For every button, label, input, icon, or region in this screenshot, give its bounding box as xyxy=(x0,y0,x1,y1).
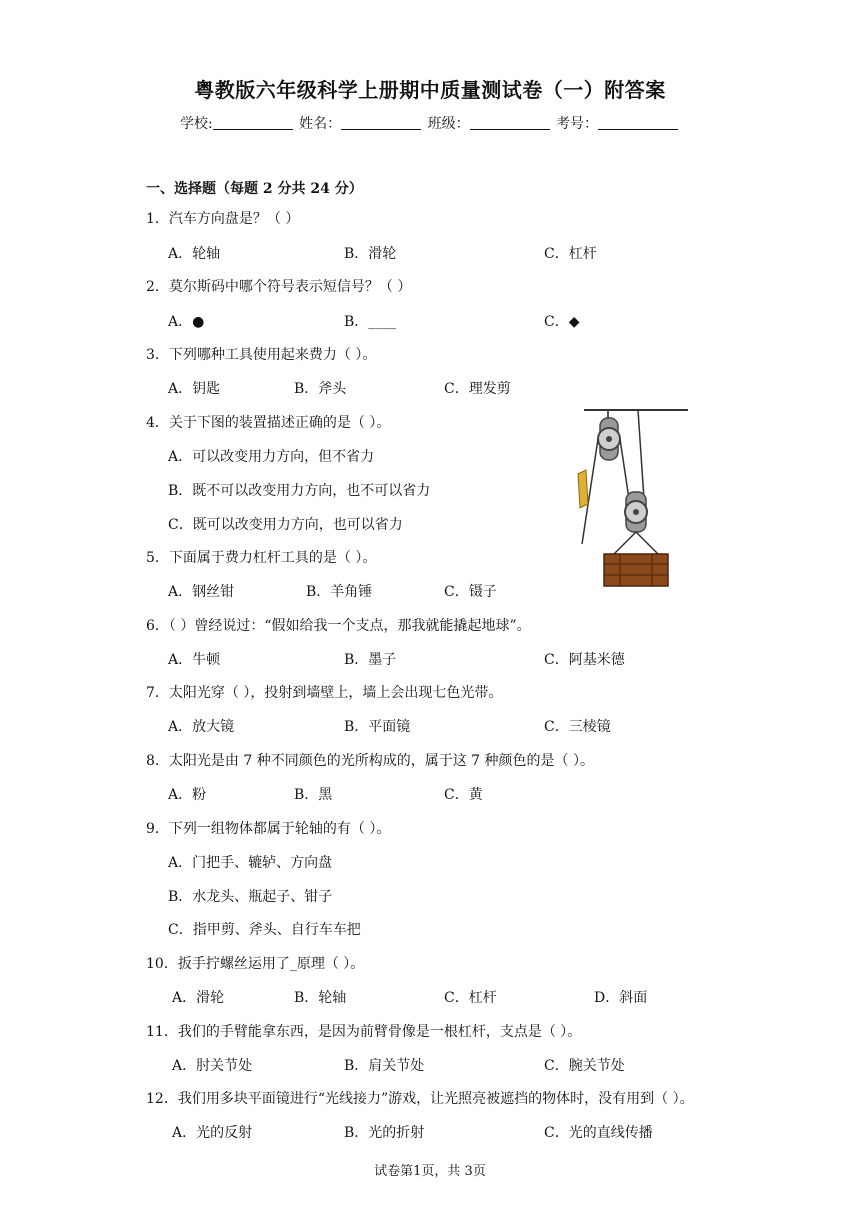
q6-option-a: A．牛顿 xyxy=(168,652,221,668)
question-10: 10．扳手拧螺丝运用了_原理（ ）。 xyxy=(146,956,365,972)
pulley-system-figure xyxy=(574,404,690,590)
school-label: 学校: xyxy=(179,116,213,132)
q10-option-d: D．斜面 xyxy=(594,990,648,1006)
question-7: 7．太阳光穿（ ），投射到墙壁上，墙上会出现七色光带。 xyxy=(146,685,503,701)
student-info-line xyxy=(0,113,860,133)
q7-option-c: C．三棱镜 xyxy=(544,719,611,735)
page-footer: 试卷第1页，共 3页 xyxy=(374,1164,486,1179)
q9-option-b: B．水龙头、瓶起子、钳子 xyxy=(168,889,333,905)
q2-option-a: A．● xyxy=(168,314,205,330)
q12-option-b: B．光的折射 xyxy=(344,1125,425,1141)
q5-option-a: A．钢丝钳 xyxy=(168,584,235,600)
q2-option-c: C．◆ xyxy=(544,314,580,330)
q4-option-b: B．既不可以改变用力方向，也不可以省力 xyxy=(168,483,431,499)
q10-option-a: A．滑轮 xyxy=(172,990,225,1006)
q6-option-b: B．墨子 xyxy=(344,652,397,668)
question-2: 2．莫尔斯码中哪个符号表示短信号？（ ） xyxy=(146,279,412,295)
section-heading: 一、选择题（每题 2 分共 24 分） xyxy=(146,181,363,197)
q8-option-c: C．黄 xyxy=(444,787,483,803)
q9-option-a: A．门把手、辘轳、方向盘 xyxy=(168,855,333,871)
exam-no-blank xyxy=(598,115,678,130)
q8-option-a: A．粉 xyxy=(168,787,207,803)
q3-option-c: C．理发剪 xyxy=(444,381,511,397)
question-4: 4．关于下图的装置描述正确的是（ ）。 xyxy=(146,415,391,431)
q5-option-c: C．镊子 xyxy=(444,584,497,600)
q3-option-b: B．斧头 xyxy=(294,381,347,397)
q12-option-a: A．光的反射 xyxy=(172,1125,253,1141)
class-label: 班级： xyxy=(427,116,470,132)
question-9: 9．下列一组物体都属于轮轴的有（ ）。 xyxy=(146,821,391,837)
question-1: 1．汽车方向盘是？（ ） xyxy=(146,211,300,227)
q3-option-a: A．钥匙 xyxy=(168,381,221,397)
name-blank xyxy=(341,115,421,130)
question-12: 12．我们用多块平面镜进行“光线接力”游戏，让光照亮被遮挡的物体时，没有用到（ ）。 xyxy=(146,1091,694,1107)
question-8: 8．太阳光是由 7 种不同颜色的光所构成的，属于这 7 种颜色的是（ ）。 xyxy=(146,753,594,769)
class-blank xyxy=(470,115,550,130)
q7-option-a: A．放大镜 xyxy=(168,719,235,735)
q8-option-b: B．黑 xyxy=(294,787,333,803)
q1-option-a: A．轮轴 xyxy=(168,246,221,262)
q1-option-c: C．杠杆 xyxy=(544,246,597,262)
exam-no-label: 考号： xyxy=(556,116,599,132)
q7-option-b: B．平面镜 xyxy=(344,719,411,735)
q12-option-c: C．光的直线传播 xyxy=(544,1125,653,1141)
school-blank xyxy=(213,115,293,130)
q5-option-b: B．羊角锤 xyxy=(306,584,373,600)
question-3: 3．下列哪种工具使用起来费力（ ）。 xyxy=(146,347,377,363)
q10-option-b: B．轮轴 xyxy=(294,990,347,1006)
q4-option-c: C．既可以改变用力方向，也可以省力 xyxy=(168,517,403,533)
name-label: 姓名： xyxy=(299,116,342,132)
q1-option-b: B．滑轮 xyxy=(344,246,397,262)
q11-option-b: B．肩关节处 xyxy=(344,1058,425,1074)
page-title: 粤教版六年级科学上册期中质量测试卷（一）附答案 xyxy=(194,78,666,102)
question-11: 11．我们的手臂能拿东西，是因为前臂骨像是一根杠杆，支点是（ ）。 xyxy=(146,1024,582,1040)
question-5: 5．下面属于费力杠杆工具的是（ ）。 xyxy=(146,550,377,566)
q11-option-c: C．腕关节处 xyxy=(544,1058,625,1074)
q4-option-a: A．可以改变用力方向，但不省力 xyxy=(168,449,375,465)
q9-option-c: C．指甲剪、斧头、自行车车把 xyxy=(168,922,361,938)
q10-option-c: C．杠杆 xyxy=(444,990,497,1006)
q2-option-b: B．____ xyxy=(344,314,397,330)
q11-option-a: A．肘关节处 xyxy=(172,1058,253,1074)
q6-option-c: C．阿基米德 xyxy=(544,652,625,668)
question-6: 6．（ ）曾经说过：“假如给我一个支点，那我就能撬起地球”。 xyxy=(146,618,531,634)
